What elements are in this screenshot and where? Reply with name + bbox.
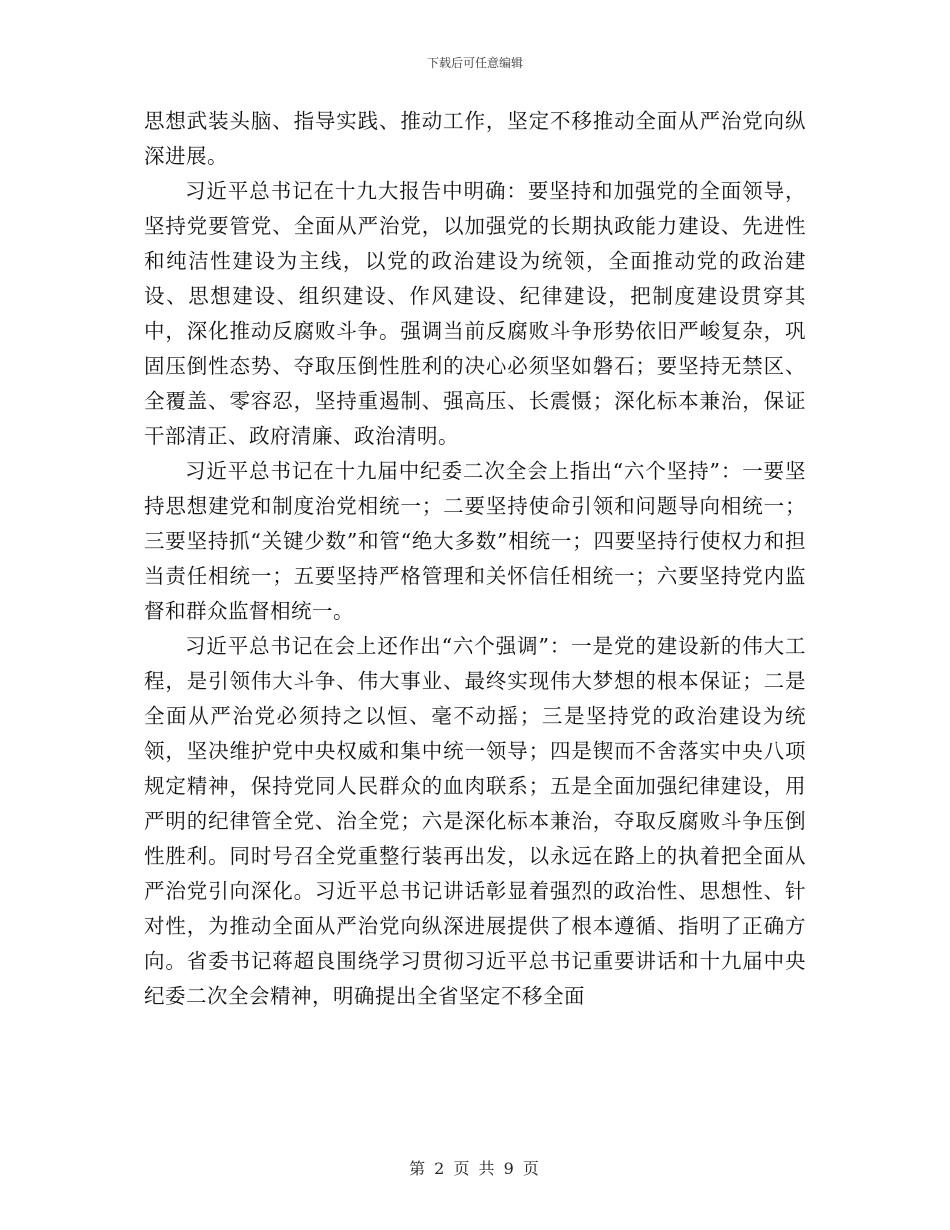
page-header: 下载后可任意编辑 <box>426 56 523 70</box>
paragraph: 习近平总书记在十九大报告中明确：要坚持和加强党的全面领导，坚持党要管党、全面从严治党，以加强党的长期执政能力建设、先进性和纯洁性建设为主线，以党的政治建设为统领，全面推动党的政治建设、思想建设、组织建设、作风建设、纪律建设，把制度建设贯穿其中，深化推动反腐败斗争。强调当前反腐败斗争形势依旧严峻复杂，巩固压倒性态势、夺取压倒性胜利的决心必须坚如磐石；要坚持无禁区、全覆盖、零容忍，坚持重遏制、强高压、长震慑；深化标本兼治，保证干部清正、政府清廉、政治清明。 <box>144 179 806 448</box>
paragraph: 习近平总书记在会上还作出“六个强调”：一是党的建设新的伟大工程，是引领伟大斗争、伟大事业、最终实现伟大梦想的根本保证；二是全面从严治党必须持之以恒、毫不动摇；三是坚持党的政治建设为统领，坚决维护党中央权威和集中统一领导；四是锲而不舍落实中央八项规定精神，保持党同人民群众的血肉联系；五是全面加强纪律建设，用严明的纪律管全党、治全党；六是深化标本兼治，夺取反腐败斗争压倒性胜利。同时号召全党重整行装再出发，以永远在路上的执着把全面从严治党引向深化。习近平总书记讲话彰显着强烈的政治性、思想性、针对性，为推动全面从严治党向纵深进展提供了根本遵循、指明了正确方向。省委书记蒋超良围绕学习贯彻习近平总书记重要讲话和十九届中央纪委二次全会精神，明确提出全省坚定不移全面 <box>144 634 806 1008</box>
paragraph: 习近平总书记在十九届中纪委二次全会上指出“六个坚持”：一要坚持思想建党和制度治党相统一；二要坚持使命引领和问题导向相统一；三要坚持抓“关键少数”和管“绝大多数”相统一；四要坚持行使权力和担当责任相统一；五要坚持严格管理和关怀信任相统一；六要坚持党内监督和群众监督相统一。 <box>144 459 806 623</box>
paragraph: 思想武装头脑、指导实践、推动工作，坚定不移推动全面从严治党向纵深进展。 <box>144 109 806 168</box>
document-body <box>144 104 806 1014</box>
page-footer: 第 2 页 共 9 页 <box>409 1159 541 1178</box>
